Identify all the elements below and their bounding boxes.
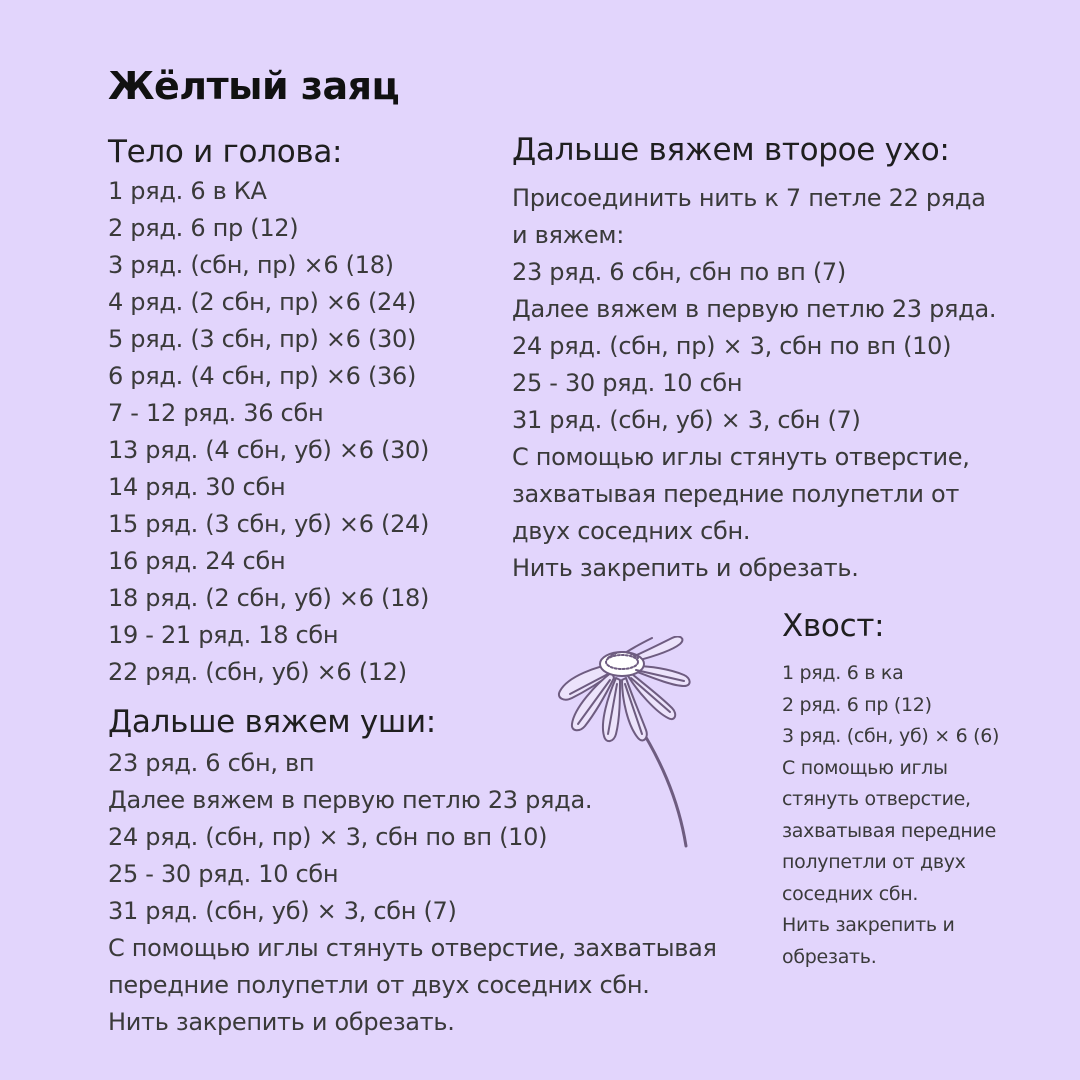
second-ear-section bbox=[512, 130, 996, 587]
instruction-line: 22 ряд. (сбн, уб) ×6 (12) bbox=[108, 658, 407, 686]
tail-section-lines bbox=[782, 658, 999, 973]
instruction-line: 31 ряд. (сбн, уб) × 3, сбн (7) bbox=[108, 897, 457, 925]
instruction-line: 18 ряд. (2 сбн, уб) ×6 (18) bbox=[108, 584, 430, 612]
second-ear-section-lines bbox=[512, 180, 996, 587]
instruction-line: 7 - 12 ряд. 36 сбн bbox=[108, 399, 324, 427]
instruction-line: С помощью иглы bbox=[782, 756, 948, 779]
instruction-line: Нить закрепить и bbox=[782, 914, 955, 936]
instruction-line: 3 ряд. (сбн, уб) × 6 (6) bbox=[782, 725, 1000, 747]
instruction-line: Присоединить нить к 7 петле 22 ряда bbox=[512, 184, 986, 212]
instruction-line: 15 ряд. (3 сбн, уб) ×6 (24) bbox=[108, 510, 430, 538]
instruction-line: Нить закрепить и обрезать. bbox=[108, 1008, 455, 1036]
instruction-line: 24 ряд. (сбн, пр) × 3, сбн по вп (10) bbox=[108, 823, 548, 851]
ears-section-heading: Дальше вяжем уши: bbox=[108, 704, 436, 740]
instruction-line: Нить закрепить и обрезать. bbox=[512, 554, 859, 582]
instruction-line: Далее вяжем в первую петлю 23 ряда. bbox=[512, 295, 997, 323]
instruction-line: 31 ряд. (сбн, уб) × 3, сбн (7) bbox=[512, 406, 861, 434]
instruction-line: 2 ряд. 6 пр (12) bbox=[782, 693, 932, 716]
instruction-line: 23 ряд. 6 сбн, вп bbox=[108, 749, 315, 777]
instruction-line: 1 ряд. 6 в ка bbox=[782, 662, 904, 684]
instruction-line: 25 - 30 ряд. 10 сбн bbox=[108, 860, 339, 888]
page-title: Жёлтый заяц bbox=[108, 64, 400, 108]
instruction-line: 25 - 30 ряд. 10 сбн bbox=[512, 369, 743, 397]
instruction-line: С помощью иглы стянуть отверстие, bbox=[512, 443, 970, 471]
instruction-line: 16 ряд. 24 сбн bbox=[108, 547, 286, 575]
daisy-flower-icon bbox=[548, 636, 698, 856]
instruction-line: Далее вяжем в первую петлю 23 ряда. bbox=[108, 786, 593, 814]
instruction-line: двух соседних сбн. bbox=[512, 517, 751, 545]
body-section-heading: Тело и голова: bbox=[108, 134, 343, 170]
tail-section-heading: Хвост: bbox=[782, 608, 885, 644]
body-section bbox=[108, 132, 429, 691]
instruction-line: 19 - 21 ряд. 18 сбн bbox=[108, 621, 339, 649]
instruction-line: С помощью иглы стянуть отверстие, захватывая bbox=[108, 934, 717, 962]
instruction-line: 23 ряд. 6 сбн, сбн по вп (7) bbox=[512, 258, 846, 286]
tail-section bbox=[782, 606, 999, 973]
instruction-line: 5 ряд. (3 сбн, пр) ×6 (30) bbox=[108, 325, 417, 353]
second-ear-section-heading: Дальше вяжем второе ухо: bbox=[512, 132, 950, 168]
instruction-line: полупетли от двух bbox=[782, 851, 966, 873]
instruction-line: 4 ряд. (2 сбн, пр) ×6 (24) bbox=[108, 288, 417, 316]
instruction-line: соседних сбн. bbox=[782, 882, 919, 905]
instruction-line: 14 ряд. 30 сбн bbox=[108, 473, 286, 501]
instruction-line: 2 ряд. 6 пр (12) bbox=[108, 214, 299, 242]
instruction-line: захватывая передние bbox=[782, 819, 996, 842]
instruction-line: обрезать. bbox=[782, 945, 877, 968]
instruction-line: 3 ряд. (сбн, пр) ×6 (18) bbox=[108, 251, 394, 279]
instruction-line: стянуть отверстие, bbox=[782, 788, 971, 810]
instruction-line: передние полупетли от двух соседних сбн. bbox=[108, 971, 650, 999]
instruction-line: 1 ряд. 6 в КА bbox=[108, 177, 267, 205]
instruction-line: захватывая передние полупетли от bbox=[512, 480, 960, 508]
instruction-line: и вяжем: bbox=[512, 221, 624, 249]
instruction-line: 13 ряд. (4 сбн, уб) ×6 (30) bbox=[108, 436, 430, 464]
body-section-lines bbox=[108, 173, 429, 691]
instruction-line: 6 ряд. (4 сбн, пр) ×6 (36) bbox=[108, 362, 417, 390]
instruction-line: 24 ряд. (сбн, пр) × 3, сбн по вп (10) bbox=[512, 332, 952, 360]
